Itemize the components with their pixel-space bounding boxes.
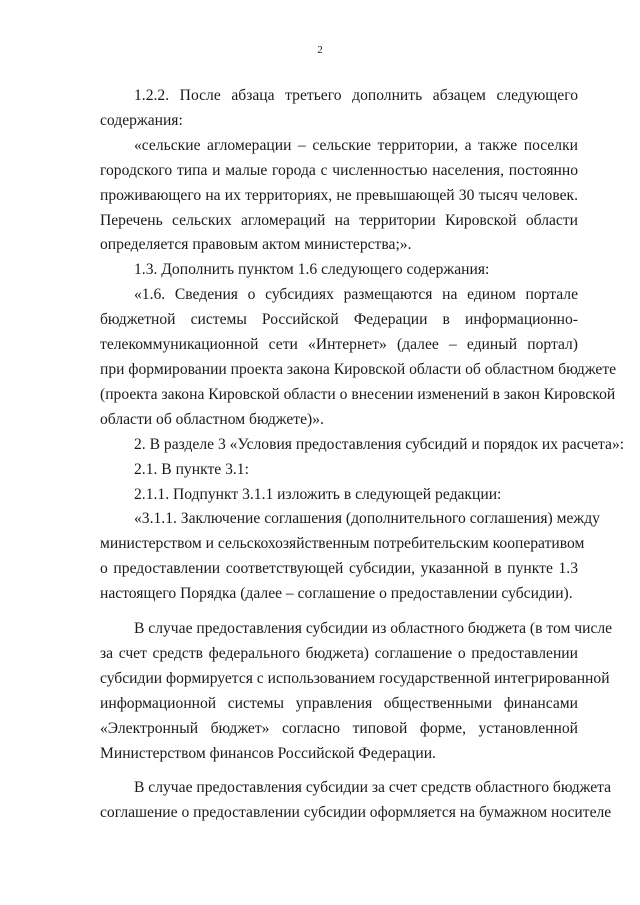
paragraph-electronic-budget bbox=[100, 617, 613, 766]
text-line: 1.3. Дополнить пунктом 1.6 следующего содержания: bbox=[134, 261, 490, 279]
text-line: «1.6. Сведения о субсидиях размещаются на едином портале bbox=[134, 286, 578, 304]
text-line: соглашение о предоставлении субсидии оформляется на бумажном носителе bbox=[100, 804, 612, 822]
text-line: «Электронный бюджет» согласно типовой форме, установленной bbox=[100, 719, 578, 737]
text-line: Перечень сельских агломераций на территории Кировской области bbox=[100, 211, 578, 229]
text-line: бюджетной системы Российской Федерации в информационно- bbox=[100, 311, 578, 329]
text-line: Министерством финансов Российской Федерации. bbox=[100, 744, 436, 762]
paragraph-2 bbox=[100, 433, 625, 458]
text-line: при формировании проекта закона Кировской области об областном бюджете bbox=[100, 360, 617, 378]
text-line: 1.2.2. После абзаца третьего дополнить абзацем следующего bbox=[134, 87, 578, 104]
text-line: за счет средств федерального бюджета) соглашение о предоставлении bbox=[100, 644, 578, 662]
text-line: содержания: bbox=[100, 111, 183, 129]
text-line: «сельские агломерации – сельские территории, а также поселки bbox=[134, 136, 578, 154]
text-line: области об областном бюджете)». bbox=[100, 410, 324, 428]
text-line: настоящего Порядка (далее – соглашение о предоставлении субсидии). bbox=[100, 585, 573, 603]
paragraph-1-6 bbox=[100, 283, 617, 432]
paragraph-paper-agreement bbox=[100, 776, 612, 826]
text-line: проживающего на их территориях, не превышающей 30 тысяч человек. bbox=[100, 186, 578, 204]
text-line: городского типа и малые города с численностью населения, постоянно bbox=[100, 161, 578, 179]
text-line: о предоставлении соответствующей субсидии, указанной в пункте 1.3 bbox=[100, 560, 578, 578]
paragraph-1-2-2 bbox=[100, 84, 578, 134]
text-line: телекоммуникационной сети «Интернет» (далее – единый портал) bbox=[100, 336, 578, 354]
text-line: субсидии формируется с использованием государственной интегрированной bbox=[100, 669, 610, 687]
text-line: определяется правовым актом министерства;». bbox=[100, 236, 412, 254]
text-line: «3.1.1. Заключение соглашения (дополнительного соглашения) между bbox=[134, 510, 600, 528]
text-line: В случае предоставления субсидии из областного бюджета (в том числе bbox=[134, 620, 613, 638]
paragraph-2-1-1 bbox=[100, 483, 578, 508]
text-line: 2.1. В пункте 3.1: bbox=[134, 460, 249, 478]
text-line: 2.1.1. Подпункт 3.1.1 изложить в следующей редакции: bbox=[134, 485, 502, 503]
paragraph-2-1 bbox=[100, 458, 578, 483]
paragraph-rural-agglomerations bbox=[100, 134, 578, 259]
text-line: информационной системы управления общественными финансами bbox=[100, 694, 578, 712]
paragraph-3-1-1 bbox=[100, 507, 600, 607]
text-line: В случае предоставления субсидии за счет средств областного бюджета bbox=[134, 779, 612, 797]
text-line: министерством и сельскохозяйственным потребительским кооперативом bbox=[100, 535, 585, 553]
page-number: 2 bbox=[317, 44, 323, 56]
text-line: 2. В разделе 3 «Условия предоставления субсидий и порядок их расчета»: bbox=[134, 435, 625, 453]
paragraph-1-3 bbox=[100, 258, 578, 283]
text-line: (проекта закона Кировской области о внесении изменений в закон Кировской bbox=[100, 385, 616, 403]
document-body bbox=[100, 84, 625, 826]
